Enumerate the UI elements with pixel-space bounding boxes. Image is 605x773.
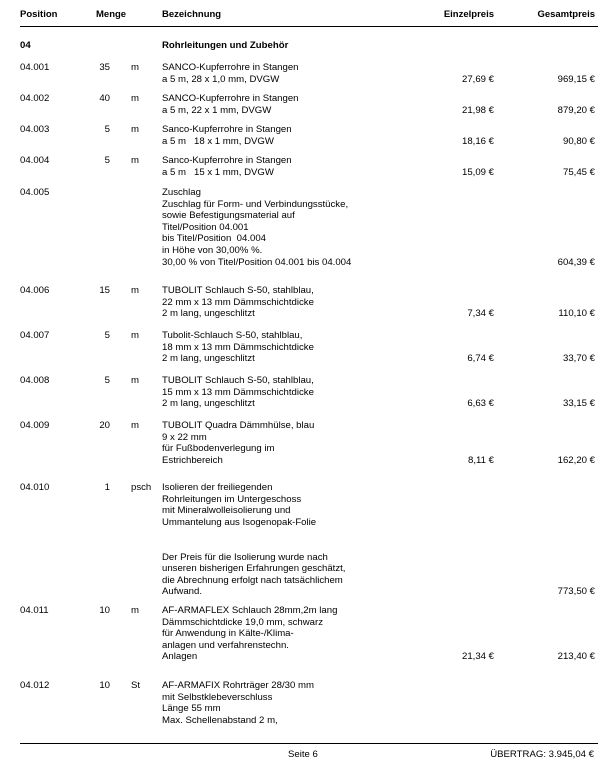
description-line: Anlagen bbox=[162, 651, 198, 663]
item-description bbox=[162, 124, 412, 147]
description-line: AF-ARMAFLEX Schlauch 28mm,2m lang bbox=[162, 605, 338, 616]
header-gesamtpreis: Gesamtpreis bbox=[537, 9, 595, 20]
header-divider bbox=[20, 26, 598, 27]
item-unit: m bbox=[131, 93, 139, 104]
description-line: anlagen und verfahrenstechn. bbox=[162, 639, 289, 651]
description-line: a 5 m, 22 x 1 mm, DVGW bbox=[162, 104, 272, 116]
item-quantity: 5 bbox=[104, 155, 110, 166]
description-line: a 5 m, 28 x 1,0 mm, DVGW bbox=[162, 73, 280, 85]
item-quantity: 40 bbox=[99, 93, 110, 104]
item-total-price: 879,20 € bbox=[557, 104, 595, 116]
item-unit: m bbox=[131, 62, 139, 73]
header-position: Position bbox=[20, 9, 58, 20]
item-unit-price: 7,34 € bbox=[467, 308, 494, 320]
item-description bbox=[162, 187, 412, 268]
header-einzelpreis: Einzelpreis bbox=[443, 9, 494, 20]
item-unit-price: 21,98 € bbox=[461, 104, 494, 116]
item-description bbox=[162, 62, 412, 85]
item-quantity: 10 bbox=[99, 605, 110, 616]
item-unit-price: 6,63 € bbox=[467, 398, 494, 410]
item-position: 04.004 bbox=[20, 155, 50, 166]
description-line: a 5 m 15 x 1 mm, DVGW bbox=[162, 166, 274, 178]
item-unit-price: 15,09 € bbox=[461, 166, 494, 178]
description-line: sowie Befestigungsmaterial auf bbox=[162, 210, 295, 222]
description-line: für Anwendung in Kälte-/Klima- bbox=[162, 628, 294, 640]
carryover-total: ÜBERTRAG: 3.945,04 € bbox=[490, 749, 594, 760]
description-line: 22 mm x 13 mm Dämmschichtdicke bbox=[162, 296, 314, 308]
item-total-price: 75,45 € bbox=[562, 166, 595, 178]
item-total-price: 162,20 € bbox=[557, 454, 595, 466]
description-line: Max. Schellenabstand 2 m, bbox=[162, 714, 278, 726]
description-line: Zuschlag bbox=[162, 187, 201, 198]
item-position: 04.009 bbox=[20, 420, 50, 431]
description-line: Der Preis für die Isolierung wurde nach bbox=[162, 551, 328, 563]
item-total-price: 33,15 € bbox=[562, 398, 595, 410]
item-position: 04.010 bbox=[20, 482, 50, 493]
description-line: für Fußbodenverlegung im bbox=[162, 443, 275, 455]
item-description bbox=[162, 330, 412, 365]
description-line: 18 mm x 13 mm Dämmschichtdicke bbox=[162, 341, 314, 353]
section-title: Rohrleitungen und Zubehör bbox=[162, 40, 289, 51]
item-position: 04.005 bbox=[20, 187, 50, 198]
header-bezeichnung: Bezeichnung bbox=[162, 9, 222, 20]
description-line: Rohrleitungen im Untergeschoss bbox=[162, 493, 302, 505]
description-line: bis Titel/Position 04.004 bbox=[162, 233, 266, 245]
item-quantity: 35 bbox=[99, 62, 110, 73]
item-description bbox=[162, 155, 412, 178]
item-position: 04.001 bbox=[20, 62, 50, 73]
item-quantity: 5 bbox=[104, 124, 110, 135]
item-unit: m bbox=[131, 605, 139, 616]
item-total-price: 90,80 € bbox=[562, 135, 595, 147]
item-unit: St bbox=[131, 680, 141, 691]
item-description bbox=[162, 285, 412, 320]
item-position: 04.006 bbox=[20, 285, 50, 296]
item-position: 04.008 bbox=[20, 375, 50, 386]
item-total-price: 604,39 € bbox=[557, 256, 595, 268]
item-unit-price: 18,16 € bbox=[461, 135, 494, 147]
item-unit: m bbox=[131, 375, 139, 386]
item-unit-price: 8,11 € bbox=[468, 454, 494, 466]
description-line: SANCO-Kupferrohre in Stangen bbox=[162, 93, 299, 104]
description-line: 30,00 % von Titel/Position 04.001 bis 04.004 bbox=[162, 256, 352, 268]
page-number: Seite 6 bbox=[288, 749, 318, 760]
description-line: Ummantelung aus Isogenopak-Folie bbox=[162, 516, 317, 528]
description-line: mit Selbstklebeverschluss bbox=[162, 691, 273, 703]
item-total-price: 33,70 € bbox=[562, 353, 595, 365]
description-line: 2 m lang, ungeschlitzt bbox=[162, 398, 255, 410]
item-total-price: 110,10 € bbox=[558, 308, 595, 320]
item-description bbox=[162, 420, 412, 466]
item-position: 04.002 bbox=[20, 93, 50, 104]
footer-divider bbox=[20, 743, 598, 744]
description-line: 2 m lang, ungeschlitzt bbox=[162, 353, 255, 365]
item-description bbox=[162, 605, 412, 663]
table-header bbox=[0, 0, 605, 22]
description-line: TUBOLIT Quadra Dämmhülse, blau bbox=[162, 420, 315, 431]
header-menge: Menge bbox=[96, 9, 127, 20]
description-line: Estrichbereich bbox=[162, 454, 223, 466]
item-total-price: 773,50 € bbox=[557, 586, 595, 598]
description-line: in Höhe von 30,00% %. bbox=[162, 244, 263, 256]
item-description bbox=[162, 375, 412, 410]
item-unit: m bbox=[131, 124, 139, 135]
item-quantity: 5 bbox=[104, 330, 110, 341]
description-line: Sanco-Kupferrohre in Stangen bbox=[162, 155, 292, 166]
description-line: AF-ARMAFIX Rohrträger 28/30 mm bbox=[162, 680, 314, 691]
item-unit-price: 6,74 € bbox=[467, 353, 494, 365]
description-line: Länge 55 mm bbox=[162, 703, 221, 715]
item-quantity: 5 bbox=[104, 375, 110, 386]
description-line: SANCO-Kupferrohre in Stangen bbox=[162, 62, 299, 73]
item-unit: m bbox=[131, 420, 139, 431]
item-unit: psch bbox=[131, 482, 152, 493]
description-line: 9 x 22 mm bbox=[162, 431, 207, 443]
description-line: Aufwand. bbox=[162, 586, 203, 598]
description-line: Dämmschichtdicke 19,0 mm, schwarz bbox=[162, 616, 324, 628]
description-line bbox=[162, 540, 412, 552]
item-quantity: 1 bbox=[104, 482, 110, 493]
item-description bbox=[162, 482, 412, 598]
item-quantity: 10 bbox=[99, 680, 110, 691]
section-number: 04 bbox=[20, 40, 31, 51]
description-line: Titel/Position 04.001 bbox=[162, 221, 249, 233]
description-line: 15 mm x 13 mm Dämmschichtdicke bbox=[162, 386, 314, 398]
description-line: Isolieren der freiliegenden bbox=[162, 482, 273, 493]
description-line: Sanco-Kupferrohre in Stangen bbox=[162, 124, 292, 135]
item-total-price: 213,40 € bbox=[557, 651, 595, 663]
description-line: die Abrechnung erfolgt nach tatsächlichem bbox=[162, 574, 343, 586]
item-position: 04.011 bbox=[20, 605, 49, 616]
description-line: a 5 m 18 x 1 mm, DVGW bbox=[162, 135, 274, 147]
item-description bbox=[162, 680, 412, 726]
description-line bbox=[162, 528, 412, 540]
description-line: 2 m lang, ungeschlitzt bbox=[162, 308, 255, 320]
description-line: unseren bisherigen Erfahrungen geschätzt, bbox=[162, 563, 346, 575]
item-position: 04.003 bbox=[20, 124, 50, 135]
description-line: mit Mineralwolleisolierung und bbox=[162, 505, 291, 517]
item-unit: m bbox=[131, 155, 139, 166]
item-position: 04.012 bbox=[20, 680, 50, 691]
item-unit-price: 21,34 € bbox=[461, 651, 494, 663]
description-line: Zuschlag für Form- und Verbindungsstücke, bbox=[162, 198, 349, 210]
description-line: TUBOLIT Schlauch S-50, stahlblau, bbox=[162, 285, 314, 296]
item-quantity: 20 bbox=[99, 420, 110, 431]
description-line: TUBOLIT Schlauch S-50, stahlblau, bbox=[162, 375, 314, 386]
item-quantity: 15 bbox=[99, 285, 110, 296]
item-position: 04.007 bbox=[20, 330, 50, 341]
item-total-price: 969,15 € bbox=[557, 73, 595, 85]
item-unit-price: 27,69 € bbox=[461, 73, 494, 85]
item-unit: m bbox=[131, 285, 139, 296]
item-unit: m bbox=[131, 330, 139, 341]
item-description bbox=[162, 93, 412, 116]
description-line: Tubolit-Schlauch S-50, stahlblau, bbox=[162, 330, 303, 341]
